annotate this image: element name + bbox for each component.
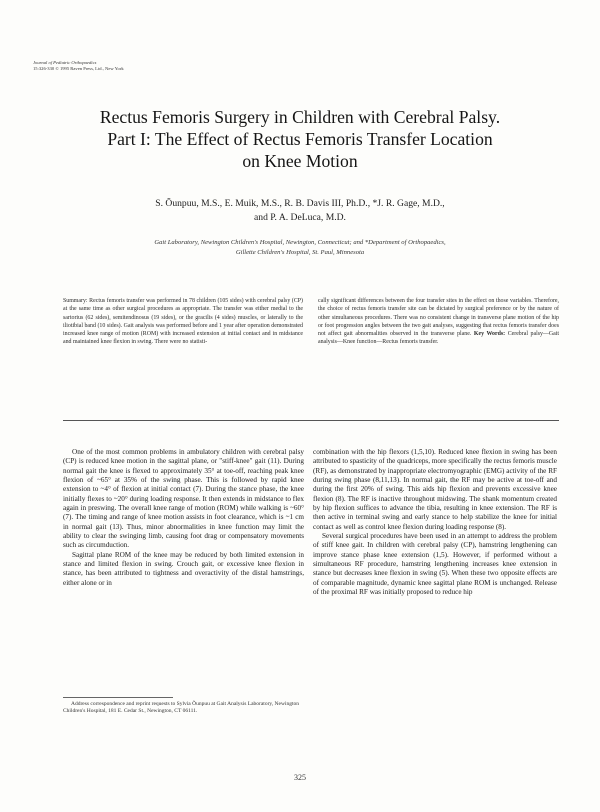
body-paragraph: Sagittal plane ROM of the knee may be reduced by both limited extension in stance and limited flexion in swing. Crouch gait, or excessive knee flexion in stance, has been attributed to tightness and overactivity of the distal hamstrings, either alone or in — [63, 550, 304, 587]
page-number: 325 — [294, 773, 306, 782]
authors-line-2: and P. A. DeLuca, M.D. — [254, 211, 346, 223]
journal-name: Journal of Pediatric Orthopaedics — [33, 60, 97, 65]
title-line-2: Part I: The Effect of Rectus Femoris Transfer Location — [107, 129, 493, 149]
body-paragraph: Several surgical procedures have been used in an attempt to address the problem of stiff knee gait. In children with cerebral palsy (CP), hamstring lengthening can improve stance phase knee extension (1,5). However, if performed without a simultaneous RF procedure, hamstring lengthening increases knee extension in stance but decreases knee flexion in swing (5). When these two opposite effects are of comparable magnitude, dynamic knee sagittal plane ROM is unchanged. Release of the proximal RF was initially proposed to reduce hip — [313, 532, 557, 597]
keywords-label: Key Words: — [473, 331, 506, 338]
title-line-3: on Knee Motion — [242, 151, 358, 171]
abstract-label: Summary: — [63, 298, 88, 304]
author-list — [60, 197, 540, 224]
keywords: Cerebral palsy—Gait analysis—Knee function—Rectus femoris transfer. — [318, 331, 559, 346]
abstract-right — [318, 297, 559, 347]
abstract-text-right: cally significant differences between the four transfer sites in the effect on those variables. Therefore, the choice of rectus femoris transfer site can be dictated by surgical preference or by the nature of other simultaneous procedures. There was no consistent change in transverse plane motion of the hip or foot progression angles between the two gait analyses, suggesting that rectus femoris transfer does not affect gait abnormalities observed in the transverse plane. — [318, 298, 559, 338]
body-column-right — [313, 448, 557, 598]
abstract-left — [63, 297, 303, 347]
body-column-left — [63, 448, 304, 588]
section-divider — [63, 420, 559, 421]
affiliation-line-1: Gait Laboratory, Newington Children's Hospital, Newington, Connecticut; and *Department of Orthopaedics, — [154, 239, 446, 246]
paper-title — [40, 106, 560, 172]
authors-line-1: S. Õunpuu, M.S., E. Muik, M.S., R. B. Davis III, Ph.D., *J. R. Gage, M.D., — [155, 198, 445, 209]
body-paragraph: combination with the hip flexors (1,5,10). Reduced knee flexion in swing has been attributed to spasticity of the quadriceps, more specifically the rectus femoris muscle (RF), as demonstrated by inappropriate electromyographic (EMG) activity of the RF during swing phase (8,11,13). In normal gait, the RF may be active at toe-off and during the first 20% of swing. This aids hip flexion and prevents excessive knee flexion (8). The RF is inactive throughout midswing. The shank momentum created by hip flexion suffices to advance the tibia, resulting in knee extension. The RF is then active in terminal swing and early stance to help stabilize the knee for initial contact as well as control knee flexion during loading response (8). — [313, 448, 557, 531]
footnote-divider — [63, 697, 173, 698]
affiliation-line-2: Gillette Children's Hospital, St. Paul, Minnesota — [235, 249, 365, 256]
journal-volume-line: 15:326-330 © 1995 Raven Press, Ltd., New York — [33, 65, 124, 71]
affiliations — [60, 238, 540, 258]
title-line-1: Rectus Femoris Surgery in Children with Cerebral Palsy. — [99, 107, 501, 127]
correspondence-footnote: Address correspondence and reprint requests to Sylvia Õunpuu at Gait Analysis Laboratory, Newington Children's Hospital, 181 E. Cedar St., Newington, CT 06111. — [63, 701, 299, 715]
body-paragraph: One of the most common problems in ambulatory children with cerebral palsy (CP) is reduced knee motion in the sagittal plane, or "stiff-knee" gait (11). During normal gait the knee is flexed to approximately 35° at toe-off, reaching peak knee flexion of ~65° at 35% of the swing phase. This is followed by rapid knee extension to ~4° of flexion at initial contact (7). During the stance phase, the knee initially flexes to ~20° during loading response. It then extends in midstance to flex again in preswing. The overall knee range of motion (ROM) while walking is ~60° (7). The timing and range of knee motion assists in foot clearance, which is ~1 cm in normal gait (13). Thus, minor abnormalities in knee function may limit the ability to clear the swinging limb, causing foot drag or compensatory movements such as circumduction. — [63, 448, 304, 550]
journal-citation — [33, 60, 273, 71]
abstract-text-left: Rectus femoris transfer was performed in 78 children (105 sides) with cerebral palsy (CP) at the same time as other surgical procedures as appropriate. The transfer was either medial to the sartorius (62 sides), semitendinosus (19 sides), or the gracilis (4 sides) muscles, or laterally to the iliotibial band (10 sides). Gait analysis was performed before and 1 year after operation demonstrated increased knee range of motion (ROM) with increased extension at initial contact and in midstance and maintained knee flexion in swing. There were no statisti- — [63, 298, 303, 346]
